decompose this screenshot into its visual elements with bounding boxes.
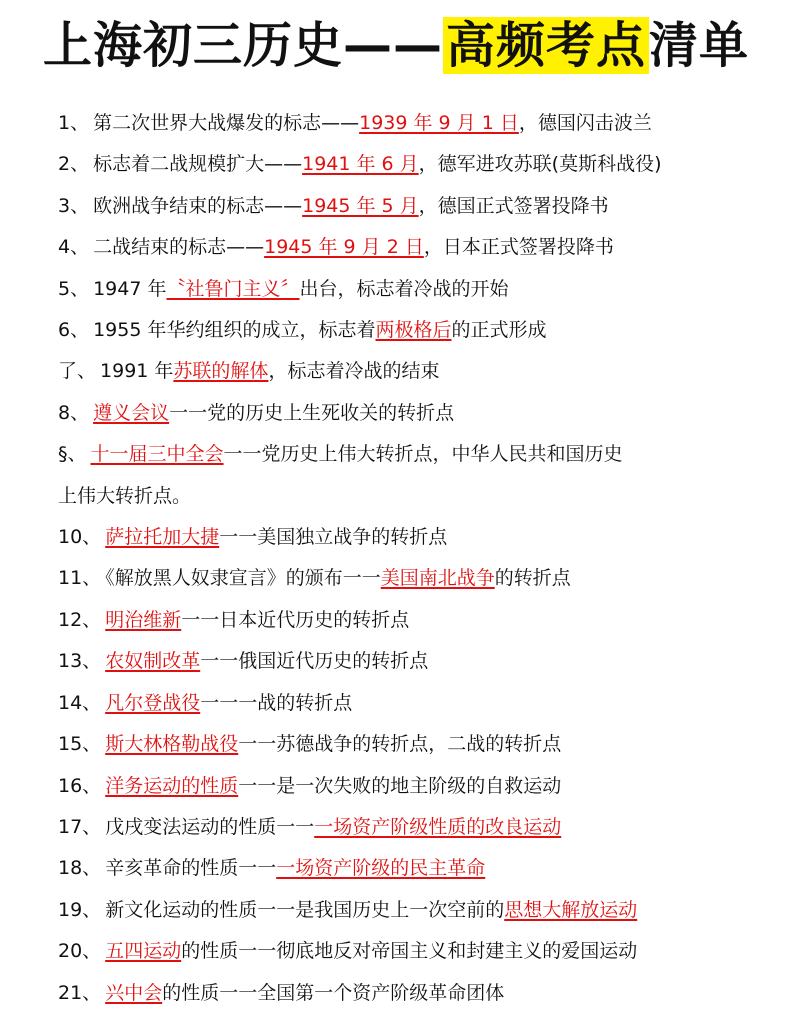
list-item <box>58 351 778 392</box>
list-item <box>58 558 778 599</box>
title-part1: 上海初三历史—— <box>42 17 443 74</box>
item-highlight: 十一届三中全会 <box>90 443 224 466</box>
list-item <box>58 103 778 144</box>
item-number: 18、 <box>58 857 102 880</box>
list-item <box>58 517 778 558</box>
list-item <box>58 186 778 227</box>
item-text-tail: 的性质一一全国第一个资产阶级革命团体 <box>162 981 505 1004</box>
item-text-tail: 一一美国独立战争的转折点 <box>219 526 448 549</box>
list-item <box>58 766 778 807</box>
item-text: 1947 年 <box>93 277 167 300</box>
item-text-tail: 一一一战的转折点 <box>200 691 353 714</box>
item-text-tail: ，德军进攻苏联(莫斯科战役) <box>418 153 662 176</box>
item-number: 6、 <box>58 319 90 342</box>
item-highlight: 明治维新 <box>105 608 182 631</box>
item-number: 12、 <box>58 608 102 631</box>
item-highlight: 苏联的解体 <box>173 360 269 383</box>
item-text-tail: 的正式形成 <box>451 319 547 342</box>
item-highlight: 一场资产阶级性质的改良运动 <box>314 815 562 838</box>
list-item <box>58 807 778 848</box>
item-number: 15、 <box>58 733 102 756</box>
item-highlight: 1939 年 9 月 1 日 <box>359 112 519 134</box>
item-text-tail: 一一日本近代历史的转折点 <box>181 608 410 631</box>
item-text: 标志着二战规模扩大—— <box>93 153 303 176</box>
item-highlight: 1945 年 5 月 <box>302 194 419 217</box>
item-number: 10、 <box>58 526 102 549</box>
item-highlight: 一场资产阶级的民主革命 <box>276 857 486 880</box>
item-highlight: 斯大林格勒战役 <box>105 733 239 756</box>
item-text-tail: 一一俄国近代历史的转折点 <box>200 650 429 673</box>
item-text-tail: 出台，标志着冷战的开始 <box>299 277 509 300</box>
item-number: 17、 <box>58 815 102 838</box>
item-number: 1、 <box>58 112 90 134</box>
list-item <box>58 890 778 931</box>
list-item <box>58 393 778 434</box>
item-number: 20、 <box>58 940 102 963</box>
item-highlight: 遵义会议 <box>93 401 170 424</box>
item-text-tail: ，标志着冷战的结束 <box>268 360 440 383</box>
item-highlight: 1941 年 6 月 <box>302 153 419 176</box>
item-number: 3、 <box>58 194 90 217</box>
item-text: 上伟大转折点。 <box>58 484 192 507</box>
item-text-tail: 一一党历史上伟大转折点，中华人民共和国历史 <box>223 443 623 466</box>
item-text-tail: 一一苏德战争的转折点，二战的转折点 <box>238 733 562 756</box>
item-highlight: 五四运动 <box>105 940 182 963</box>
item-highlight: 农奴制改革 <box>105 650 201 673</box>
item-text-tail: 的性质一一彻底地反对帝国主义和封建主义的爱国运动 <box>181 940 638 963</box>
item-number: 13、 <box>58 650 102 673</box>
list-item-continuation <box>58 476 778 517</box>
item-number: 21、 <box>58 981 102 1004</box>
item-text-tail: 的转折点 <box>494 567 571 590</box>
item-number: 16、 <box>58 774 102 797</box>
item-number: 14、 <box>58 691 102 714</box>
page-title <box>0 14 792 78</box>
item-text: 《解放黑人奴隶宣言》的颁布一一 <box>105 567 381 590</box>
item-text: 1991 年 <box>100 360 174 383</box>
item-highlight: 美国南北战争 <box>380 567 495 590</box>
key-points-list <box>58 103 778 1014</box>
item-number: 19、 <box>58 898 102 921</box>
list-item <box>58 310 778 351</box>
item-text: 1955 年华约组织的成立，标志着 <box>93 319 376 342</box>
item-number: 2、 <box>58 153 90 176</box>
title-highlight: 高频考点 <box>443 17 649 74</box>
list-item <box>58 931 778 972</box>
item-text-tail: 一一是一次失败的地主阶级的自救运动 <box>238 774 562 797</box>
item-number: 了、 <box>58 360 97 383</box>
item-text-tail: ，德国正式签署投降书 <box>418 194 609 217</box>
item-number: 8、 <box>58 401 90 424</box>
item-highlight: 〝社鲁门主义〞 <box>166 277 300 300</box>
item-text: 二战结束的标志—— <box>93 236 265 259</box>
item-highlight: 两极格后 <box>375 319 452 342</box>
list-item <box>58 848 778 889</box>
list-item <box>58 724 778 765</box>
item-text-tail: ，德国闪击波兰 <box>518 112 652 134</box>
item-highlight: 1945 年 9 月 2 日 <box>264 236 424 259</box>
item-text: 新文化运动的性质一一是我国历史上一次空前的 <box>105 898 505 921</box>
list-item <box>58 973 778 1014</box>
item-number: 5、 <box>58 277 90 300</box>
item-text: 戊戌变法运动的性质一一 <box>105 815 315 838</box>
item-number: §、 <box>58 443 87 466</box>
list-item <box>58 683 778 724</box>
item-text-tail: 一一党的历史上生死收关的转折点 <box>169 401 455 424</box>
item-highlight: 兴中会 <box>105 981 163 1004</box>
item-highlight: 萨拉托加大捷 <box>105 526 220 549</box>
item-highlight: 思想大解放运动 <box>504 898 638 921</box>
list-item <box>58 269 778 310</box>
item-number: 11、 <box>58 567 102 590</box>
item-number: 4、 <box>58 236 90 259</box>
item-text: 第二次世界大战爆发的标志—— <box>93 112 360 134</box>
list-item <box>58 641 778 682</box>
item-highlight: 洋务运动的性质 <box>105 774 239 797</box>
item-text: 辛亥革命的性质一一 <box>105 857 277 880</box>
item-text: 欧洲战争结束的标志—— <box>93 194 303 217</box>
list-item <box>58 227 778 268</box>
list-item <box>58 434 778 475</box>
title-part2: 清单 <box>649 17 750 74</box>
item-highlight: 凡尔登战役 <box>105 691 201 714</box>
item-text-tail: ，日本正式签署投降书 <box>423 236 614 259</box>
list-item <box>58 600 778 641</box>
list-item <box>58 144 778 185</box>
